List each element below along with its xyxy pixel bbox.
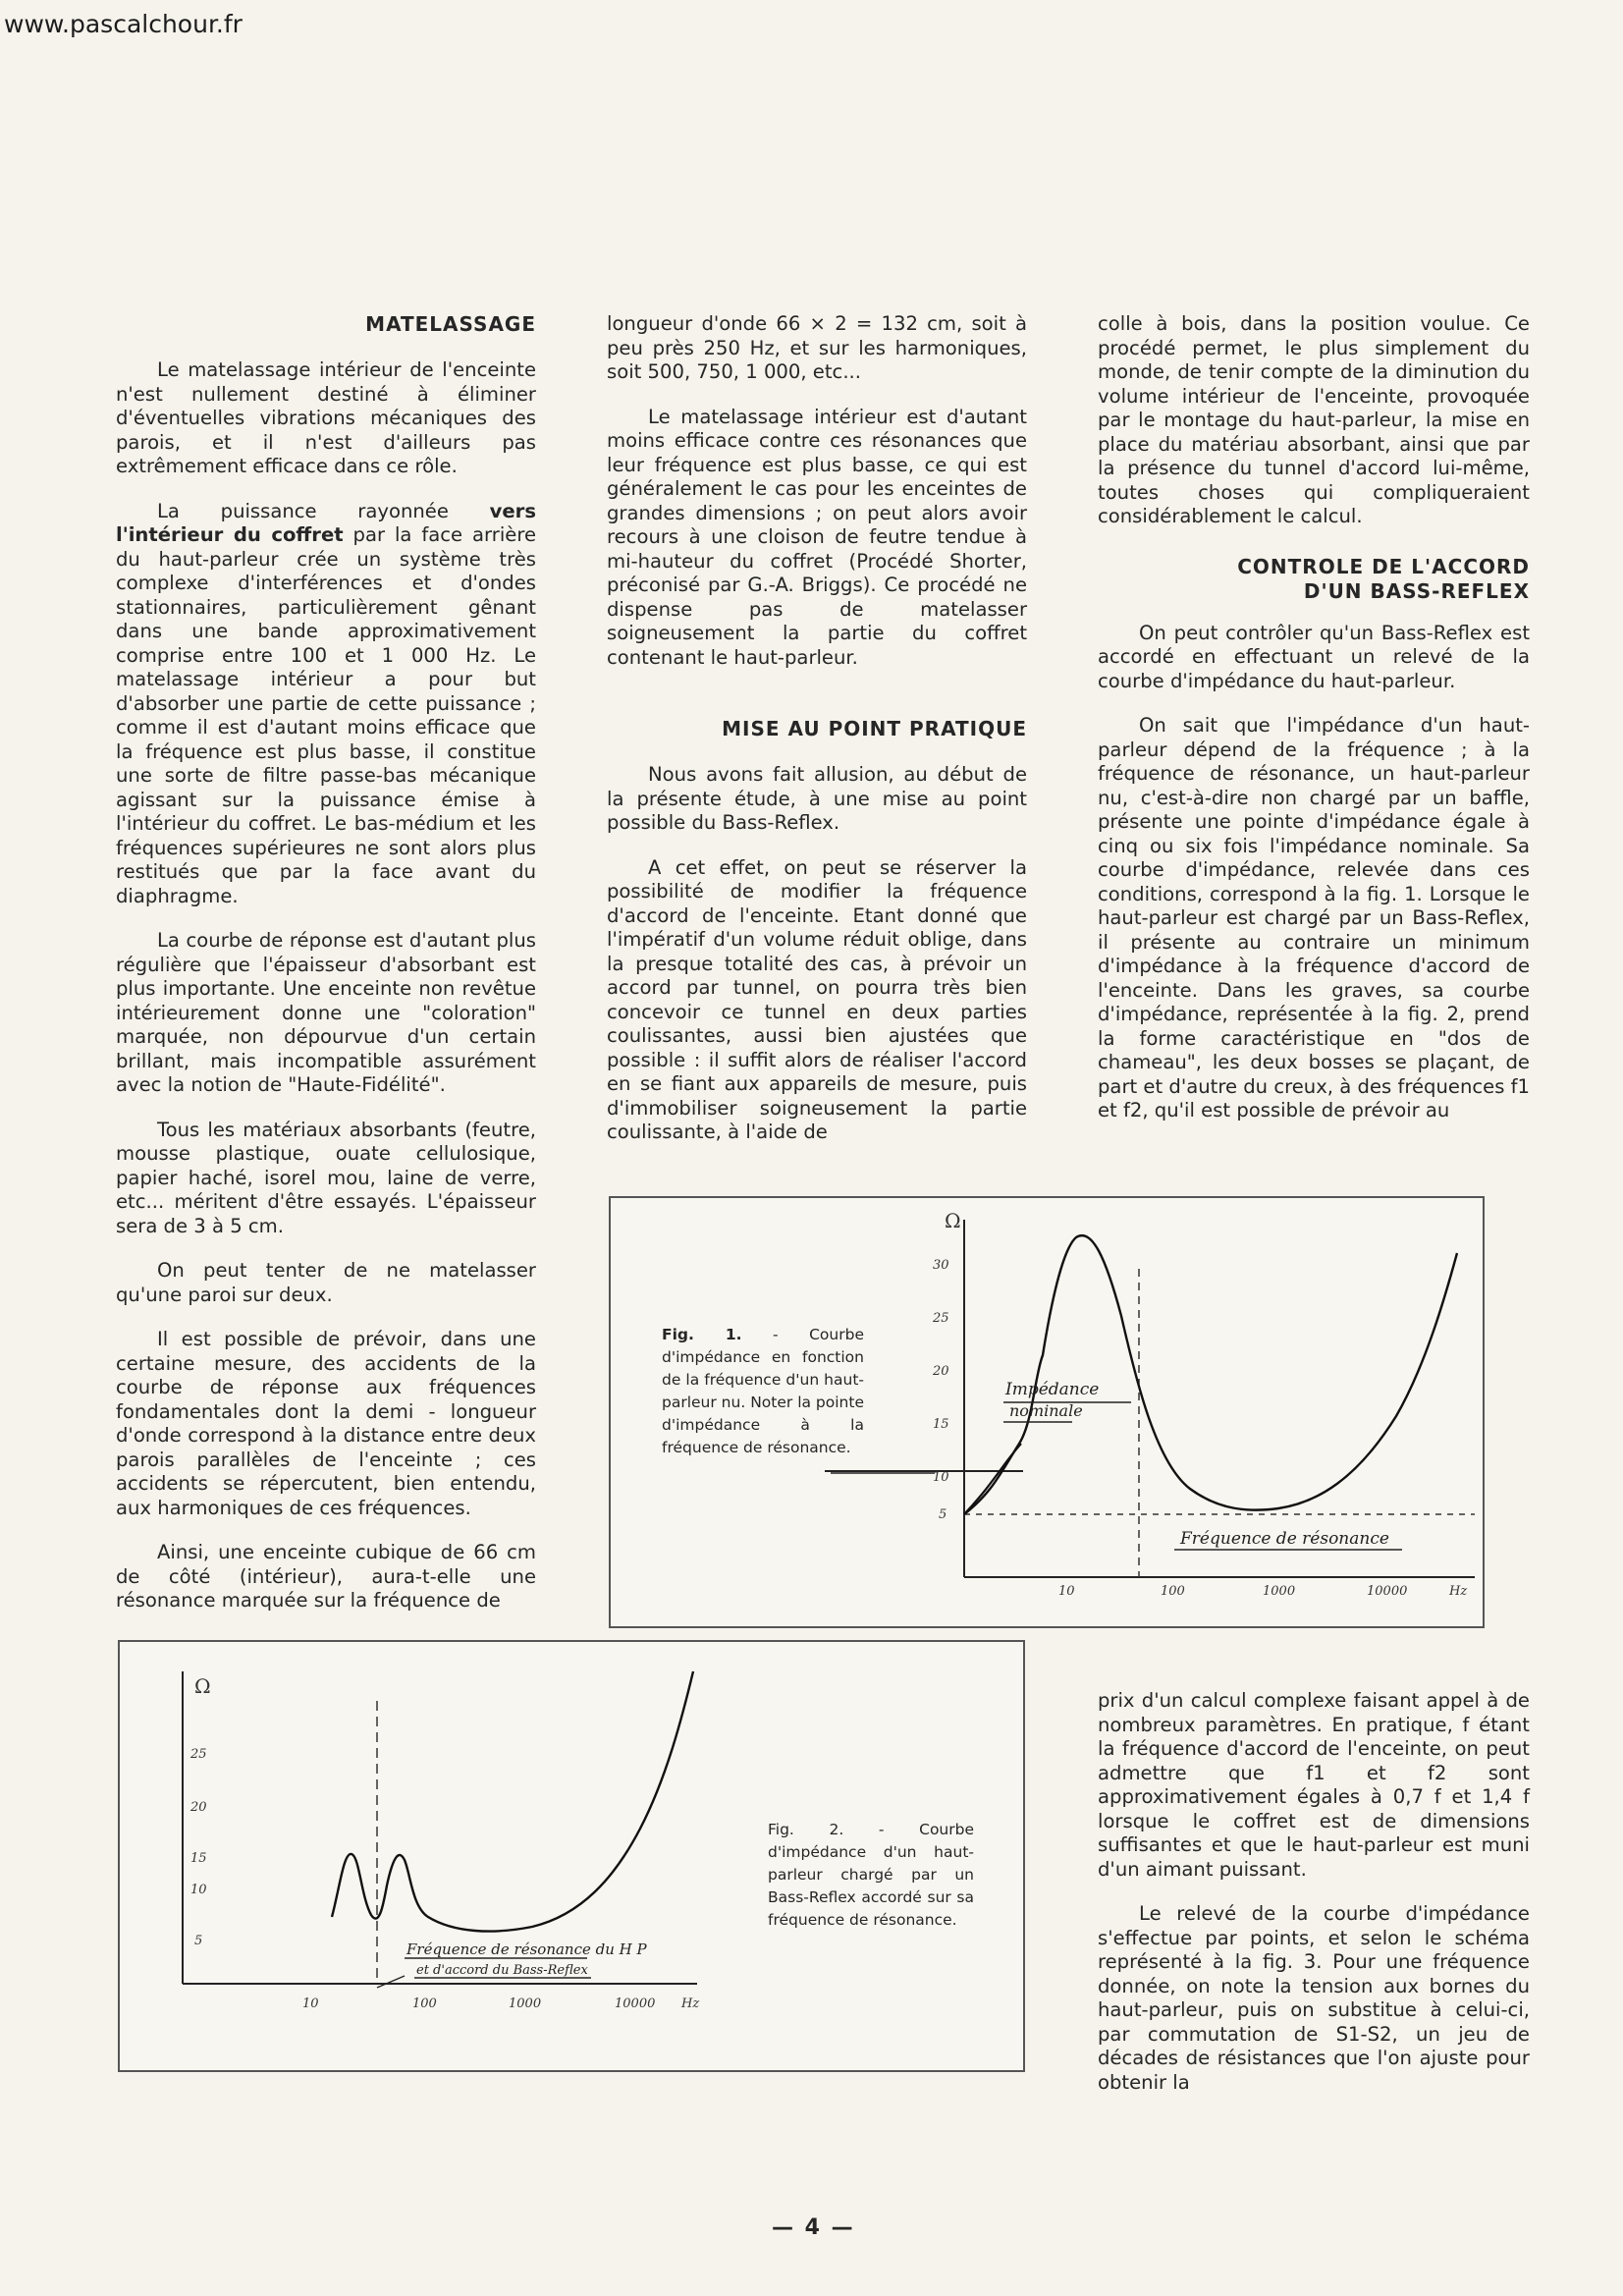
heading-controle: CONTROLE DE L'ACCORD D'UN BASS-REFLEX [1237,554,1530,603]
y-tick: 20 [190,1800,207,1815]
y-tick: 10 [190,1883,207,1897]
label-nominale: nominale [1009,1401,1083,1420]
label-resonance-hp: Fréquence de résonance du H P [406,1941,647,1958]
x-tick: 100 [1161,1584,1185,1599]
x-tick: 10000 [615,1996,656,2011]
ohm-unit: Ω [194,1674,211,1698]
paragraph: On peut contrôler qu'un Bass-Reflex est accordé en effectuant un relevé de la courbe d'impédance du haut-parleur. [1098,621,1530,692]
y-tick: 15 [190,1851,207,1866]
x-tick: 100 [412,1996,437,2011]
paragraph: Tous les matériaux absorbants (feutre, mousse plastique, ouate cellulosique, papier haché, isorel mou, laine de verre, etc... méritent d'être essayés. L'épaisseur sera de 3 à 5 cm. [116,1118,536,1237]
figure-2 [118,1640,1025,2072]
page-number: — 4 — [772,2215,855,2240]
paragraph: La courbe de réponse est d'autant plus régulière que l'épaisseur d'absorbant est plus importante. Une enceinte non revêtue intérieurement donne une "coloration" marquée, non dépourvue d'un certain brillant, mais incompatible assurément avec la notion de "Haute-Fidélité". [116,929,536,1096]
column-3 [1098,312,1530,1144]
paragraph: colle à bois, dans la position voulue. Ce procédé permet, le plus simplement du monde, de tenir compte de la diminution du volume intérieur de l'enceinte, provoquée par le montage du haut-parleur, la mise en place du matériau absorbant, ainsi que par la présence du tunnel d'accord lui-même, toutes choses qui compliqueraient considérablement le calcul. [1098,312,1530,527]
x-unit: Hz [1449,1584,1468,1599]
figure-1-caption: Fig. 1. - Courbe d'impédance en fonction de la fréquence d'un haut-parleur nu. Noter la pointe d'impédance à la fréquence de résonance. [662,1326,864,1456]
impedance-curve [332,1671,693,1932]
paragraph: Le matelassage intérieur est d'autant moins efficace contre ces résonances que leur fréquence est plus basse, ce qui est généralement le cas pour les enceintes de grandes dimensions ; on peut alors avoir recours à une cloison de feutre tendue à mi-hauteur du coffret (Procédé Shorter, préconisé par G.-A. Briggs). Ce procédé ne dispense pas de matelasser soigneusement la partie du coffret contenant le haut-parleur. [607,405,1027,669]
heading-mise-au-point: MISE AU POINT PRATIQUE [722,717,1027,740]
ohm-unit: Ω [945,1209,961,1232]
column-3-continued [1098,1689,1530,2115]
x-tick: 1000 [509,1996,542,2011]
figure-2-caption: Fig. 2. - Courbe d'impédance d'un haut-parleur chargé par un Bass-Reflex accordé sur sa fréquence de résonance. [768,1821,974,1929]
paragraph: Le relevé de la courbe d'impédance s'effectue par points, et selon le schéma représenté à la fig. 3. Pour une fréquence donnée, on note la tension aux bornes du haut-parleur, puis on substitue à celui-ci, par commutation de S1-S2, un jeu de décades de résistances que l'on ajuste pour obtenir la [1098,1902,1530,2094]
x-unit: Hz [681,1996,700,2011]
y-tick: 25 [190,1747,207,1762]
column-1 [116,312,536,1634]
paragraph: longueur d'onde 66 × 2 = 132 cm, soit à peu près 250 Hz, et sur les harmoniques, soit 500, 750, 1 000, etc... [607,312,1027,383]
figure-1 [609,1196,1485,1628]
figure-1-graph [611,1198,1483,1626]
paragraph: Ainsi, une enceinte cubique de 66 cm de côté (intérieur), aura-t-elle une résonance marquée sur la fréquence de [116,1541,536,1612]
bold-phrase: vers l'intérieur du coffret [116,499,536,546]
y-tick: 25 [933,1311,949,1326]
paragraph: prix d'un calcul complexe faisant appel à de nombreux paramètres. En pratique, f étant la fréquence d'accord de l'enceinte, on peut admettre que f1 et f2 sont approximativement égales à 0,7 f et 1,4 f lorsque le coffret est de dimensions suffisantes et que le haut-parleur est muni d'un aimant puissant. [1098,1689,1530,1881]
figure-2-graph [120,1642,1023,2070]
label-frequence-resonance: Fréquence de résonance [1180,1529,1389,1549]
paragraph: La puissance rayonnée vers l'intérieur du coffret par la face arrière du haut-parleur crée un système très complexe d'interférences et d'ondes stationnaires, particulièrement gênant dans une bande approximativement comprise entre 100 et 1 000 Hz. Le matelassage intérieur a pour but d'absorber une partie de cette puissance ; comme il est d'autant moins efficace que la fréquence est plus basse, il constitue une sorte de filtre passe-bas mécanique agissant sur la puissance émise à l'intérieur du coffret. Le bas-médium et les fréquences supérieures ne sont alors plus restitués que par la face avant du diaphragme. [116,499,536,907]
paragraph: A cet effet, on peut se réserver la possibilité de modifier la fréquence d'accord de l'enceinte. Etant donné que l'impératif d'un volume réduit oblige, dans la presque totalité des cas, à prévoir un accord par tunnel, on pourra très bien concevoir ce tunnel en deux parties coulissantes, aussi bien ajustées que possible : il suffit alors de réaliser l'accord en se fiant aux appareils de mesure, puis d'immobiliser soigneusement la partie coulissante, à l'aide de [607,855,1027,1143]
paragraph: Il est possible de prévoir, dans une certaine mesure, des accidents de la courbe de réponse aux fréquences fondamentales dont la demi - longueur d'onde correspond à la distance entre deux parois parallèles de l'enceinte ; ces accidents se répercutent, bien entendu, aux harmoniques de ces fréquences. [116,1328,536,1519]
paragraph: On sait que l'impédance d'un haut-parleur dépend de la fréquence ; à la fréquence de résonance, un haut-parleur nu, c'est-à-dire non chargé par un baffle, présente une pointe d'impédance égale à cinq ou six fois l'impédance nominale. Sa courbe d'impédance, relevée dans ces conditions, correspond à la fig. 1. Lorsque le haut-parleur est chargé par un Bass-Reflex, il présente au contraire un minimum d'impédance à la fréquence d'accord de l'enceinte. Dans les graves, sa courbe d'impédance, représentée à la fig. 2, prend la forme caractéristique en "dos de chameau", les deux bosses se plaçant, de part et d'autre du creux, à des fréquences f1 et f2, qu'il est possible de prévoir au [1098,714,1530,1121]
label-impedance: Impédance [1005,1380,1100,1399]
paragraph: Nous avons fait allusion, au début de la présente étude, à une mise au point possible du Bass-Reflex. [607,763,1027,834]
impedance-curve [964,1235,1457,1514]
website-watermark: www.pascalchour.fr [4,10,243,38]
paragraph: On peut tenter de ne matelasser qu'une paroi sur deux. [116,1259,536,1306]
y-tick: 10 [933,1470,949,1485]
paragraph: Le matelassage intérieur de l'enceinte n'est nullement destiné à éliminer d'éventuelles vibrations mécaniques des parois, et il n'est d'ailleurs pas extrêmement efficace dans ce rôle. [116,358,536,477]
y-tick: 5 [939,1507,947,1522]
y-tick: 30 [933,1258,949,1273]
x-tick: 10 [302,1996,319,2011]
label-accord-bass-reflex: et d'accord du Bass-Reflex [416,1963,588,1978]
x-tick: 10000 [1367,1584,1408,1599]
y-tick: 15 [933,1417,949,1432]
x-tick: 10 [1058,1584,1075,1599]
column-2 [607,312,1027,1166]
heading-matelassage: MATELASSAGE [365,312,536,336]
y-tick: 5 [194,1934,203,1948]
x-tick: 1000 [1263,1584,1296,1599]
y-tick: 20 [933,1364,949,1379]
